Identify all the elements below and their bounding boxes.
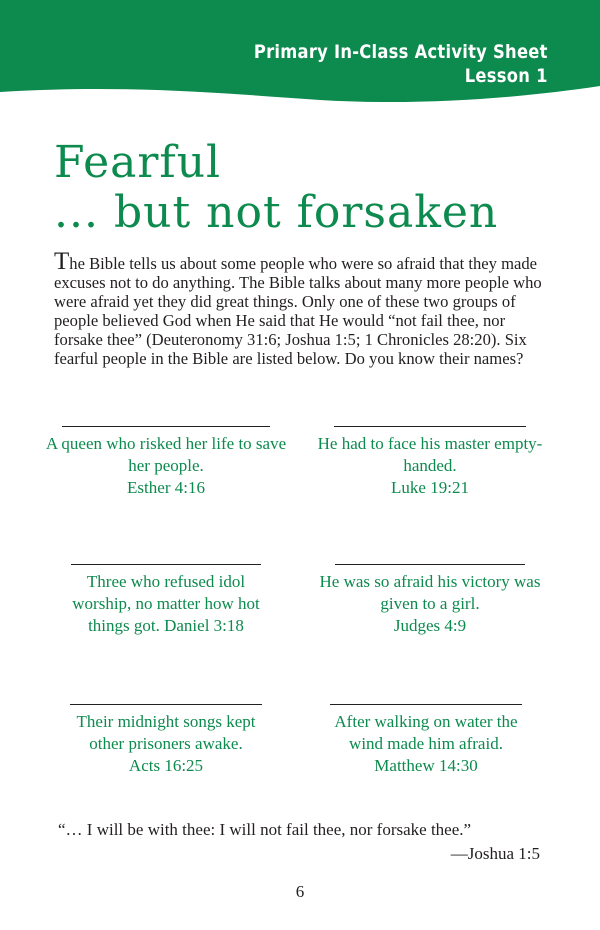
answer-blank[interactable] — [70, 704, 262, 705]
clue-text: A queen who risked her life to save her people. — [45, 434, 287, 475]
clue-text: After walking on water the wind made him afraid. — [334, 712, 518, 753]
clue-reference: Judges 4:9 — [393, 616, 467, 635]
answer-blank[interactable] — [62, 426, 270, 427]
clue-reference: Acts 16:25 — [128, 756, 204, 775]
clue-text: He had to face his master empty-handed. — [317, 434, 543, 475]
clue-card-peter — [296, 704, 556, 777]
clue-reference: Esther 4:16 — [127, 478, 205, 497]
clue-text: Their midnight songs kept other prisoners awake. — [76, 712, 256, 753]
quote-text: “… I will be with thee: I will not fail thee, nor forsake thee.” — [58, 820, 472, 839]
clue-reference: Matthew 14:30 — [374, 756, 478, 775]
intro-dropcap: T — [54, 248, 70, 275]
page-number: 6 — [295, 882, 305, 901]
intro-paragraph — [54, 248, 550, 368]
answer-blank[interactable] — [330, 704, 522, 705]
header-lesson-label: Lesson 1 — [465, 65, 548, 87]
clue-card-esther — [36, 426, 296, 499]
answer-blank[interactable] — [334, 426, 526, 427]
clue-reference: Luke 19:21 — [391, 478, 469, 497]
title-line-2: ... but not forsaken — [54, 187, 499, 238]
closing-quote — [58, 818, 540, 866]
header-sheet-label: Primary In-Class Activity Sheet — [254, 41, 548, 63]
answer-blank[interactable] — [71, 564, 261, 565]
header-title — [254, 40, 548, 88]
clue-card-three-men — [36, 564, 296, 637]
clue-text: He was so afraid his victory was given to a girl. — [319, 572, 541, 613]
page-title — [54, 138, 498, 238]
clue-text: Three who refused idol worship, no matter how hot things got. Daniel 3:18 — [72, 572, 260, 635]
quote-reference: —Joshua 1:5 — [450, 844, 540, 863]
answer-blank[interactable] — [335, 564, 525, 565]
clue-card-servant — [300, 426, 560, 499]
clue-card-barak — [300, 564, 560, 637]
intro-text: he Bible tells us about some people who were so afraid that they made excuses not to do anything. The Bible talks about many more people who were afraid yet they did great things. Only one of these two groups of people believed God when He said that He would “not fail thee, nor forsake thee” (Deuteronomy 31:6; Joshua 1:5; 1 Chronicles 28:20). Six fearful people in the Bible are listed below. Do you know their names? — [54, 254, 542, 368]
title-line-1: Fearful — [54, 137, 222, 188]
clue-card-paul-silas — [36, 704, 296, 777]
